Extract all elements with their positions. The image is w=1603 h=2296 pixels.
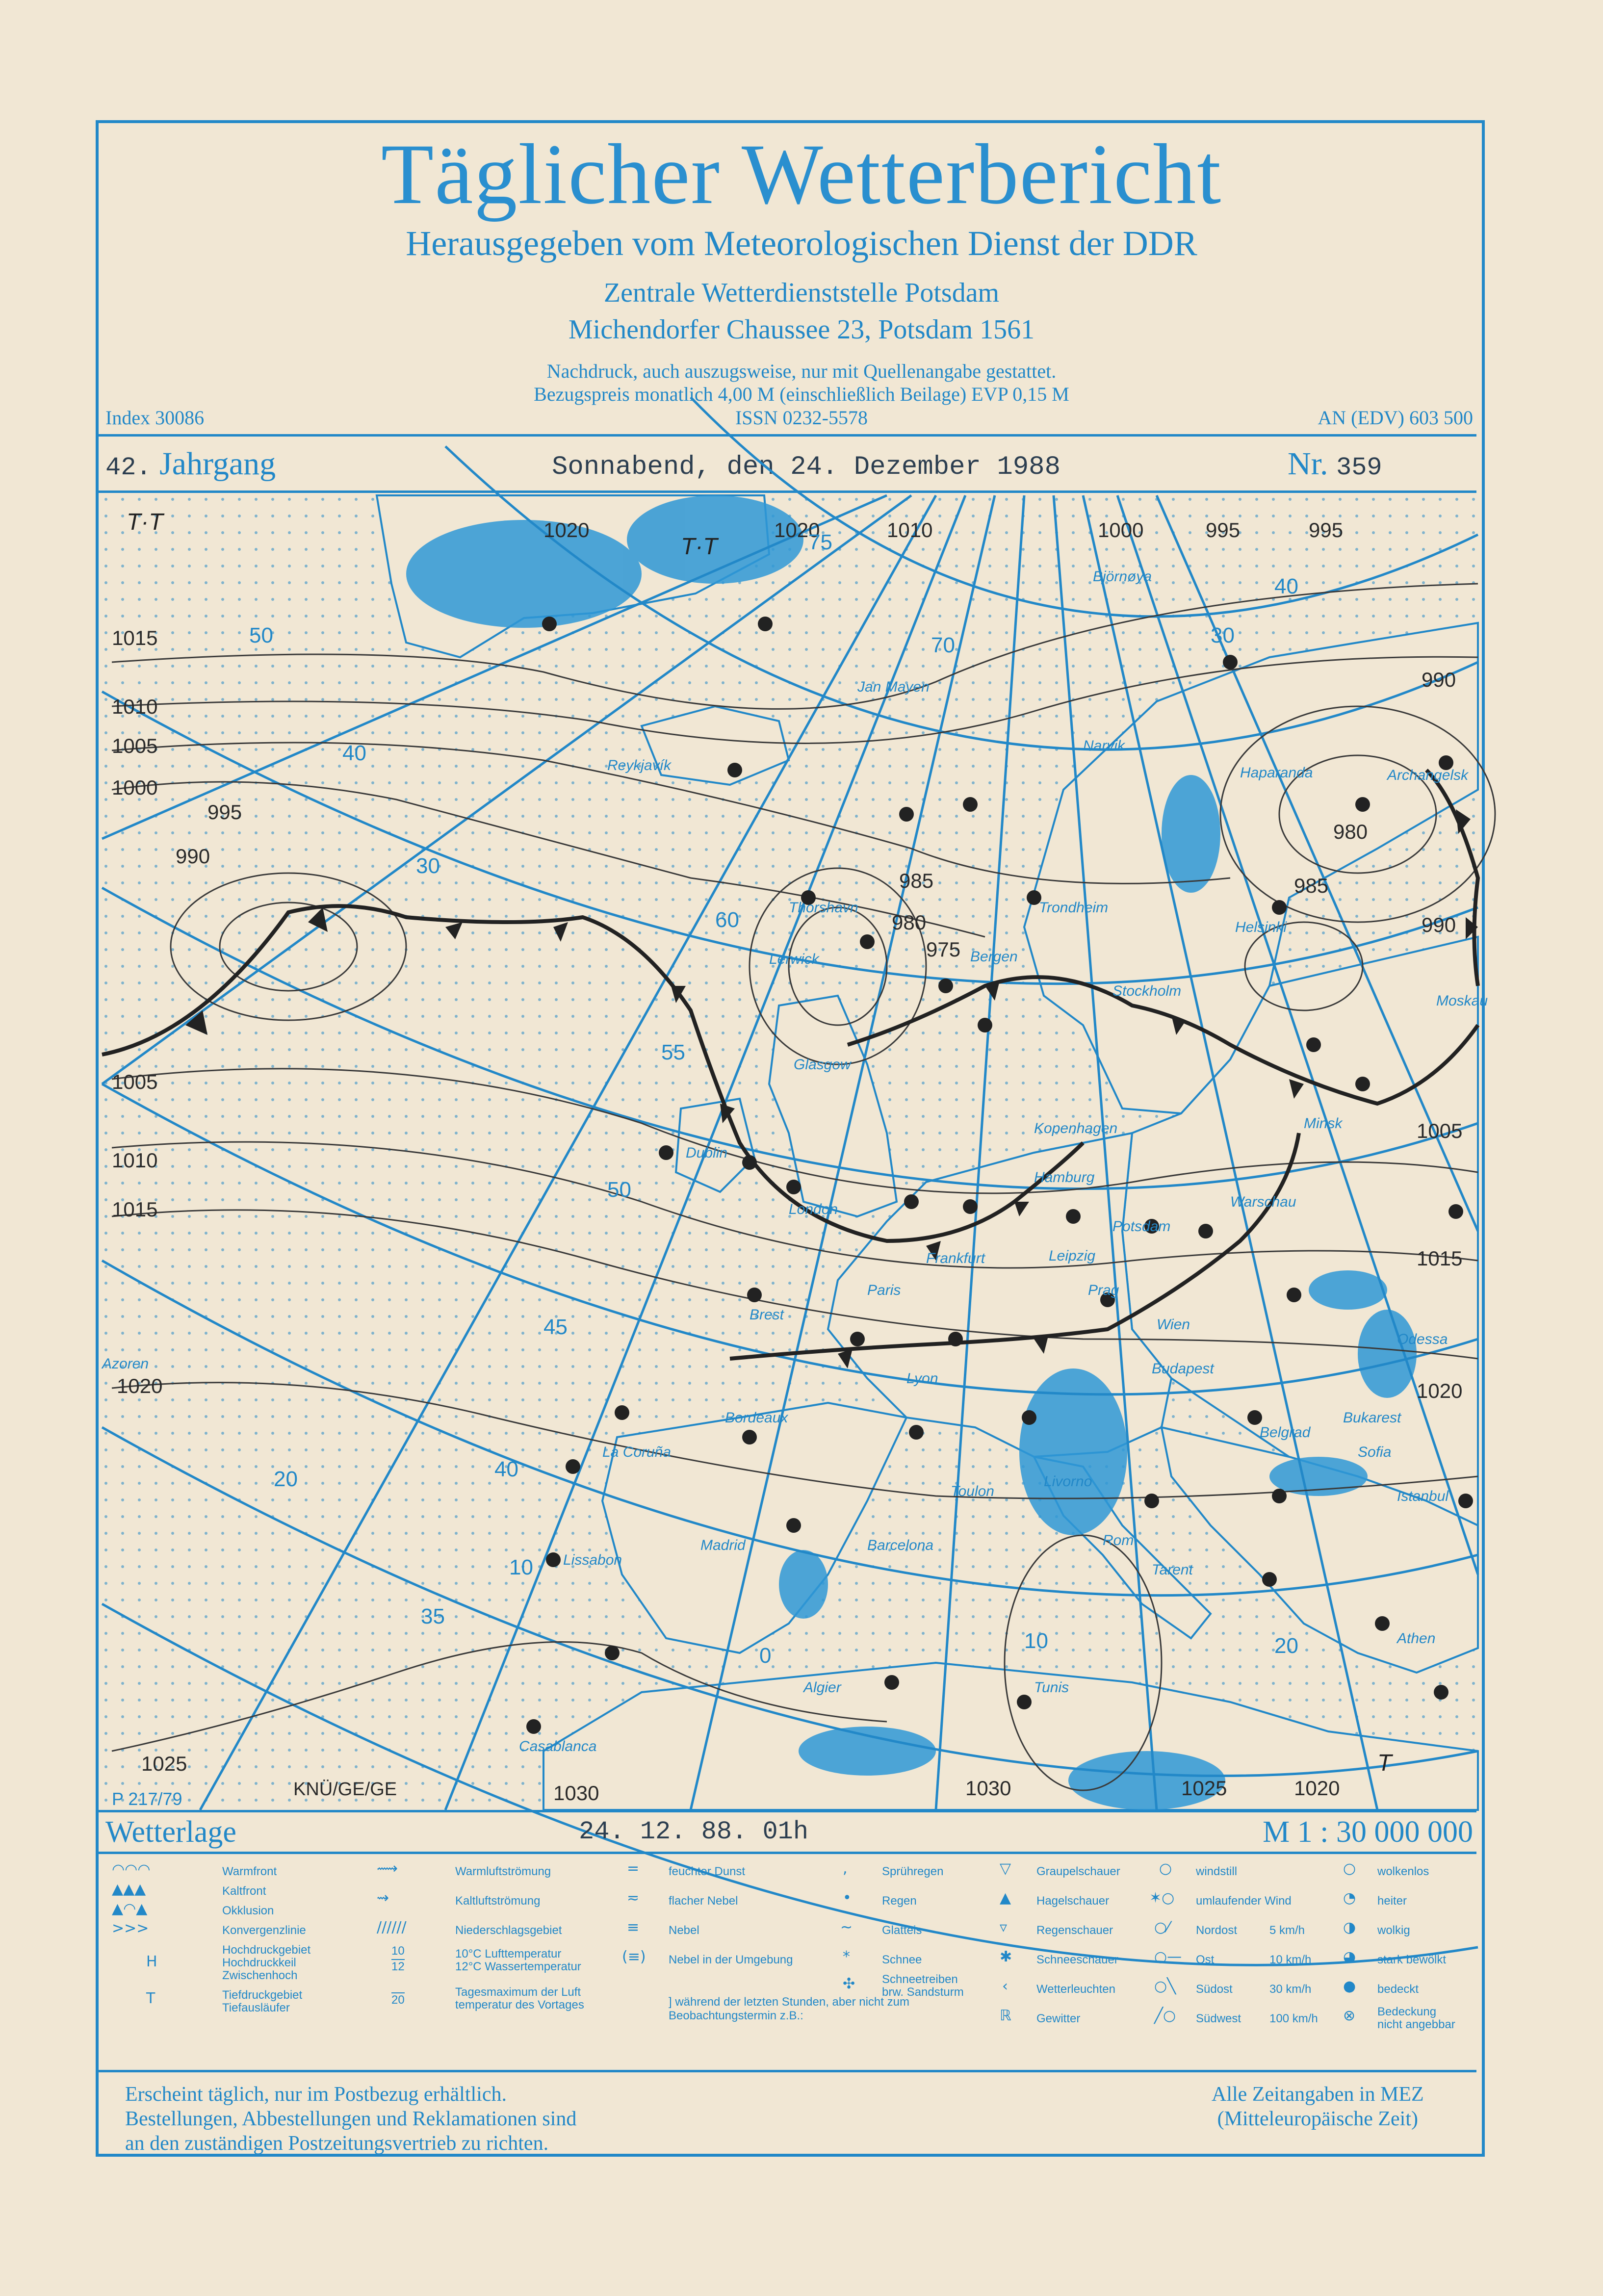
legend-item: brw. Sandsturm <box>882 1986 964 1999</box>
rain-icon: • <box>843 1889 852 1907</box>
city-label: Paris <box>867 1282 901 1298</box>
isobar-label: 1030 <box>965 1777 1011 1800</box>
legend-item: Wetterleuchten <box>1036 1983 1115 1996</box>
legend-item: nicht angebbar <box>1377 2018 1455 2031</box>
low-symbol: T·T <box>127 509 163 535</box>
legend-item: Konvergenzlinie <box>222 1924 306 1937</box>
header-divider-2 <box>98 490 1476 493</box>
legend-item: temperatur des Vortages <box>455 1998 584 2012</box>
map-code: P 217/79 <box>112 1789 182 1809</box>
legend-item: Zwischenhoch <box>222 1969 298 1982</box>
legend-item: Kaltluftströmung <box>455 1894 541 1908</box>
address-line: Michendorfer Chaussee 23, Potsdam 1561 <box>568 314 1035 345</box>
isobar-label: 985 <box>899 869 934 892</box>
lat-label: 45 <box>543 1315 568 1339</box>
sheet-lightning-icon: ‹ <box>1002 1978 1008 1995</box>
wind-speed: 5 km/h <box>1269 1924 1305 1937</box>
city-label: London <box>789 1201 838 1217</box>
lon-label: 10 <box>1024 1629 1048 1653</box>
overcast-icon: ● <box>1343 1978 1356 1995</box>
legend-item: Tiefdruckgebiet <box>222 1988 303 2002</box>
legend-item: 12°C Wassertemperatur <box>455 1960 581 1973</box>
isobar-label: 990 <box>176 845 210 868</box>
isobar-label: 1000 <box>112 776 158 799</box>
city-label: Algier <box>803 1679 841 1696</box>
wind-speed: 30 km/h <box>1269 1983 1312 1996</box>
lon-label: 50 <box>249 623 273 647</box>
lon-label: 20 <box>1274 1634 1298 1658</box>
hail-shower-icon: ▲ <box>1000 1889 1011 1907</box>
occlusion-icon: ▲◠▲ <box>112 1900 148 1917</box>
legend-item: Regen <box>882 1894 917 1908</box>
wind-speed: 100 km/h <box>1269 2012 1318 2025</box>
lat-label: 70 <box>931 633 955 657</box>
isobar-label: 990 <box>1422 913 1456 936</box>
legend-item: Glatteis <box>882 1924 922 1937</box>
city-label: Haparanda <box>1240 765 1313 781</box>
city-label: Rom <box>1103 1532 1134 1548</box>
lon-label: 30 <box>1211 623 1235 647</box>
header-divider <box>98 434 1476 437</box>
city-label: Wien <box>1157 1316 1190 1333</box>
legend-item: Schnee <box>882 1953 922 1966</box>
thunderstorm-icon: ℝ <box>1000 2007 1011 2024</box>
weather-situation-label: Wetterlage <box>105 1815 236 1849</box>
city-label: Lissabon <box>563 1552 622 1568</box>
glaze-icon: ~ <box>840 1919 853 1936</box>
lon-label: 10 <box>509 1555 533 1579</box>
footer-line: Alle Zeitangaben in MEZ <box>1212 2083 1424 2106</box>
city-label: Jan Mayen <box>857 679 930 695</box>
city-label: Odessa <box>1397 1331 1448 1347</box>
footer-line: Bestellungen, Abbestellungen und Reklamationen sind <box>125 2108 577 2130</box>
year-number: 42. <box>105 453 152 482</box>
city-label: Brest <box>750 1307 784 1323</box>
city-label: Leipzig <box>1049 1248 1096 1264</box>
isobar-label: 1020 <box>774 518 820 542</box>
legend-item: Hochdruckkeil <box>222 1956 296 1969</box>
city-label: Thorshavn <box>789 900 858 916</box>
legend-item: Südwest <box>1196 2012 1241 2025</box>
lat-label: 55 <box>661 1040 685 1064</box>
issue-year <box>105 445 276 483</box>
graupel-shower-icon: ▽ <box>1000 1860 1011 1877</box>
city-label: Hamburg <box>1034 1169 1095 1186</box>
low-pressure-icon: T <box>146 1990 155 2007</box>
max-temp-sample: 20 <box>391 1993 405 2007</box>
legend-note: ] während der letzten Stunden, aber nicht zum Beobachtungstermin z.B.: <box>669 1995 909 2022</box>
legend-item: Ost <box>1196 1953 1215 1966</box>
issue-date: Sonnabend, den 24. Dezember 1988 <box>552 452 1060 482</box>
drizzle-icon: , <box>843 1860 848 1877</box>
haze-icon: = <box>627 1860 640 1877</box>
weather-map <box>102 495 1488 1810</box>
isobar-label: 985 <box>1294 874 1329 897</box>
city-label: Tunis <box>1034 1679 1069 1696</box>
legend-item: Warmluftströmung <box>455 1865 551 1878</box>
footer-line: Erscheint täglich, nur im Postbezug erhältlich. <box>125 2083 507 2106</box>
lon-label: 0 <box>759 1644 772 1668</box>
fog-nearby-icon: (≡) <box>622 1948 646 1965</box>
precipitation-area-icon: ////// <box>377 1919 407 1936</box>
city-label: Stockholm <box>1112 983 1182 999</box>
footer-line: an den zuständigen Postzeitungsvertrieb zu richten. <box>125 2132 549 2155</box>
isobar-label: 990 <box>1422 668 1456 691</box>
city-label: Bukarest <box>1343 1410 1401 1426</box>
city-label: Kopenhagen <box>1034 1120 1118 1136</box>
isobar-label: 1010 <box>112 695 158 718</box>
legend-item: flacher Nebel <box>669 1894 738 1908</box>
isobar-label: 1005 <box>112 1070 158 1093</box>
isobar-label: 1015 <box>112 626 158 649</box>
city-label: Budapest <box>1152 1361 1214 1377</box>
mostly-cloudy-icon: ◕ <box>1343 1948 1356 1965</box>
reprint-note: Nachdruck, auch auszugsweise, nur mit Quellenangabe gestattet. <box>546 360 1057 382</box>
variable-wind-icon: ✶○ <box>1149 1889 1175 1907</box>
lat-label: 35 <box>421 1604 445 1628</box>
nr-label: Nr. <box>1288 446 1328 482</box>
lat-label: 50 <box>607 1178 631 1202</box>
legend-item: wolkig <box>1377 1924 1410 1937</box>
publisher-line: Herausgegeben vom Meteorologischen Dienst der DDR <box>406 224 1197 263</box>
city-label: Azoren <box>102 1356 149 1372</box>
legend-item: 10°C Lufttemperatur <box>455 1947 562 1961</box>
city-label: Lyon <box>906 1370 938 1387</box>
drifting-snow-icon: ✣ <box>843 1975 855 1992</box>
isobar-label: 1020 <box>1417 1379 1463 1402</box>
city-label: Prag <box>1088 1282 1119 1298</box>
lon-label: 30 <box>416 854 440 878</box>
cold-air-flow-icon: ⇝ <box>377 1889 389 1907</box>
city-label: Istanbul <box>1397 1488 1449 1504</box>
legend-item: Tiefausläufer <box>222 2001 290 2014</box>
isobar-label: 995 <box>207 800 242 824</box>
legend-item: Gewitter <box>1036 2012 1081 2025</box>
legend-item: windstill <box>1196 1865 1238 1878</box>
city-label: Trondheim <box>1039 900 1109 916</box>
lon-label: 40 <box>1274 574 1298 598</box>
legend-item: Graupelschauer <box>1036 1865 1120 1878</box>
city-label: Potsdam <box>1112 1218 1171 1235</box>
footer-right <box>1212 2082 1424 2131</box>
legend-item: Tagesmaximum der Luft <box>455 1986 581 1999</box>
legend-item: Kaltfront <box>222 1884 266 1898</box>
legend-item: Bedeckung <box>1377 2005 1437 2018</box>
isobar-label: 1015 <box>112 1198 158 1221</box>
an-code: AN (EDV) 603 500 <box>1318 407 1473 429</box>
map-scale: M 1 : 30 000 000 <box>1263 1815 1473 1849</box>
fair-icon: ◔ <box>1343 1889 1356 1907</box>
isobar-label: 975 <box>926 938 961 961</box>
isobar-label: 995 <box>1206 518 1241 542</box>
legend-item: Nebel in der Umgebung <box>669 1953 793 1966</box>
city-label: La Coruña <box>602 1444 672 1460</box>
legend-item: Sprühregen <box>882 1865 944 1878</box>
issue-number <box>1288 445 1382 483</box>
isobar-label: 1005 <box>1417 1119 1463 1142</box>
city-label: Narvik <box>1083 738 1125 754</box>
isobar-label: 1000 <box>1098 518 1144 542</box>
city-label: Sofia <box>1358 1444 1392 1460</box>
isobar-label: 980 <box>1333 820 1368 843</box>
legend-item: feuchter Dunst <box>669 1865 746 1878</box>
city-label: Barcelona <box>867 1537 934 1553</box>
map-footer-divider <box>98 1810 1476 1812</box>
legend-item: wolkenlos <box>1377 1865 1429 1878</box>
city-label: Bergen <box>970 949 1018 965</box>
city-label: Athen <box>1397 1630 1436 1647</box>
low-symbol: T <box>1377 1750 1392 1776</box>
city-label: Helsinki <box>1235 919 1287 935</box>
city-label: Reykjavík <box>607 757 672 774</box>
sky-obscured-icon: ⊗ <box>1343 2007 1356 2024</box>
shallow-fog-icon: ≂ <box>627 1889 640 1907</box>
legend-item: Schneetreiben <box>882 1973 958 1986</box>
fog-icon: ≡ <box>627 1919 640 1936</box>
isobar-label: 1020 <box>117 1374 163 1397</box>
legend-item: umlaufender Wind <box>1196 1894 1292 1908</box>
legend-item: Nordost <box>1196 1924 1238 1937</box>
index-number: Index 30086 <box>105 407 205 429</box>
legend-item: Regenschauer <box>1036 1924 1113 1937</box>
isobar-label: 1020 <box>1294 1777 1340 1800</box>
calm-icon: ○ <box>1159 1860 1172 1877</box>
warm-air-flow-icon: ⟿ <box>377 1860 398 1877</box>
city-label: Frankfurt <box>926 1250 985 1266</box>
isobar-label: 1005 <box>112 734 158 757</box>
footer-line: (Mitteleuropäische Zeit) <box>1217 2108 1419 2130</box>
city-label: Minsk <box>1304 1115 1343 1132</box>
low-symbol: T·T <box>681 534 718 560</box>
lat-label: 40 <box>494 1457 518 1481</box>
rain-shower-icon: ▿ <box>1000 1919 1008 1936</box>
wind-east-icon: ○— <box>1154 1948 1182 1965</box>
legend-item: stark bewölkt <box>1377 1953 1447 1966</box>
nr-value: 359 <box>1336 453 1382 482</box>
isobar-label: 980 <box>892 911 927 934</box>
cloudy-icon: ◑ <box>1343 1919 1356 1936</box>
legend-top-divider <box>98 1852 1476 1854</box>
isobar-label: 1030 <box>553 1781 599 1805</box>
lat-label: 75 <box>808 530 832 554</box>
clear-sky-icon: ○ <box>1343 1860 1356 1877</box>
legend-item: Hagelschauer <box>1036 1894 1110 1908</box>
legend-item: Niederschlagsgebiet <box>455 1924 562 1937</box>
temp-fraction-bottom: 12 <box>391 1960 405 1973</box>
weather-map-svg <box>102 495 1488 1810</box>
cold-front-icon: ▲▲▲ <box>112 1881 146 1898</box>
city-label: Lerwick <box>769 951 819 967</box>
legend-item: bedeckt <box>1377 1983 1419 1996</box>
wind-speed: 10 km/h <box>1269 1953 1312 1966</box>
city-label: Moskau <box>1436 993 1488 1009</box>
isobar-label: 1020 <box>543 518 590 542</box>
footer-divider <box>98 2070 1476 2072</box>
legend-item: Südost <box>1196 1983 1233 1996</box>
legend-item: Hochdruckgebiet <box>222 1943 311 1957</box>
isobar-label: 1010 <box>887 518 933 542</box>
legend-item: Nebel <box>669 1924 699 1937</box>
isobar-label: 1015 <box>1417 1247 1463 1270</box>
city-label: Bordeaux <box>725 1410 788 1426</box>
footer-left <box>125 2082 576 2156</box>
price-note: Bezugspreis monatlich 4,00 M (einschließlich Beilage) EVP 0,15 M <box>534 383 1069 405</box>
high-pressure-icon: H <box>146 1953 157 1970</box>
year-label: Jahrgang <box>159 446 276 482</box>
city-label: Archangelsk <box>1387 767 1469 783</box>
snow-icon: * <box>843 1948 850 1965</box>
city-label: Tarent <box>1152 1562 1193 1578</box>
city-label: Casablanca <box>519 1738 597 1754</box>
isobar-label: 1025 <box>141 1752 187 1775</box>
lon-label: 40 <box>342 741 366 765</box>
issn: ISSN 0232-5578 <box>735 407 868 429</box>
legend-item: Warmfront <box>222 1865 277 1878</box>
city-label: Belgrad <box>1260 1424 1311 1441</box>
isobar-label: 1025 <box>1181 1777 1227 1800</box>
wind-southeast-icon: ○╲ <box>1154 1978 1176 1995</box>
map-timestamp: 24. 12. 88. 01h <box>579 1817 809 1846</box>
city-label: Toulon <box>951 1483 994 1499</box>
city-label: Glasgow <box>794 1057 851 1073</box>
city-label: Warschau <box>1230 1194 1296 1210</box>
convergence-line-icon: >>> <box>112 1920 149 1937</box>
isobar-label: 1010 <box>112 1149 158 1172</box>
city-label: Dublin <box>686 1145 728 1161</box>
legend-item: Schneeschauer <box>1036 1953 1118 1966</box>
snow-shower-icon: ✱ <box>1000 1948 1012 1965</box>
wind-southwest-icon: ╱○ <box>1154 2007 1176 2024</box>
legend-item: Okklusion <box>222 1904 274 1917</box>
analyst-initials: KNÜ/GE/GE <box>293 1779 397 1800</box>
temp-fraction-top: 10 <box>391 1944 405 1958</box>
legend <box>102 1855 1478 2066</box>
isobar-label: 995 <box>1309 518 1344 542</box>
lon-label: 20 <box>274 1467 298 1491</box>
warm-front-icon: ◠◠◠ <box>112 1861 151 1878</box>
lat-label: 60 <box>715 908 739 932</box>
city-label: Madrid <box>700 1537 746 1553</box>
legend-item: heiter <box>1377 1894 1407 1908</box>
office-line: Zentrale Wetterdienststelle Potsdam <box>603 278 1000 308</box>
city-label: Livorno <box>1044 1473 1092 1490</box>
wind-northeast-icon: ○⁄ <box>1154 1919 1170 1936</box>
page-title: Täglicher Wetterbericht <box>381 127 1222 222</box>
city-label: Björnøya <box>1093 568 1152 585</box>
